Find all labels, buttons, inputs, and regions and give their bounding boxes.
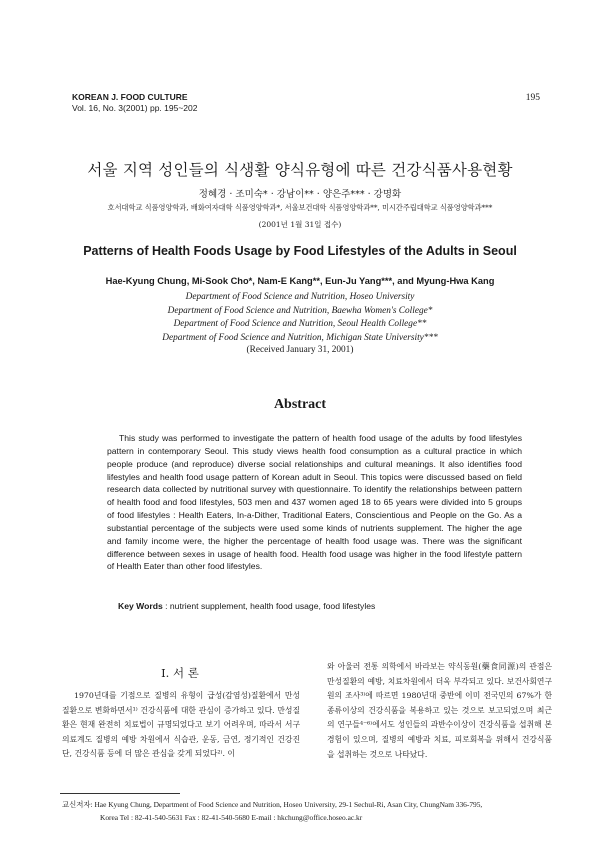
journal-name: KOREAN J. FOOD CULTURE bbox=[72, 92, 188, 102]
intro-right-column: 와 아울러 전통 의학에서 바라보는 약식동원(藥食同源)의 관점은 만성질환의 예방, 치료차원에서 더욱 부각되고 있다. 보건사회연구원의 조사³⁾에 따르면 1980년대 중반에 이미 전국민의 67%가 한 종류이상의 건강식품을 복용하고 있는 것으로 보고되었으며 최근의 연구들⁴⁻⁶⁾에서도 성인들의 과반수이상이 건강식품을 섭취해 본 경험이 있으며, 질병의 예방과 치료, 피로회복을 위해서 건강식품을 섭취하는 것으로 나타났다. bbox=[327, 662, 552, 759]
affiliation-line: Department of Food Science and Nutrition, Seoul Health College** bbox=[173, 319, 427, 329]
english-received-date: (Received January 31, 2001) bbox=[246, 345, 354, 355]
korean-affiliations: 호서대학교 식품영양학과, 배화여자대학 식품영양학과*, 서울보건대학 식품영양학과**, 미시간주립대학교 식품영양학과*** bbox=[107, 203, 493, 212]
intro-left-column: 1970년대를 기점으로 질병의 유형이 급성(감염성)질환에서 만성질환으로 변화하면서¹⁾ 건강식품에 대한 관심이 증가하고 있다. 만성질환은 현재 완전히 치료법이 규명되었다고 보기 어려우며, 따라서 서구의료계도 질병의 예방 차원에서 식습관, 운동, 금연, 정기적인 건강진단, 건강식품 등에 더 많은 관심을 갖게 되었다²⁾. 이 bbox=[62, 691, 300, 759]
english-authors: Hae-Kyung Chung, Mi-Sook Cho*, Nam-E Kang**, Eun-Ju Yang***, and Myung-Hwa Kang bbox=[105, 276, 495, 286]
abstract-heading: Abstract bbox=[273, 397, 327, 412]
page-number: 195 bbox=[525, 93, 540, 103]
korean-received-date: (2001년 1월 31일 접수) bbox=[258, 220, 342, 229]
journal-header bbox=[72, 92, 197, 114]
korean-title: 서울 지역 성인들의 식생활 양식유형에 따른 건강식품사용현황 bbox=[87, 161, 513, 179]
keywords bbox=[118, 601, 375, 611]
footnote bbox=[62, 799, 562, 824]
section-heading-introduction: I. 서 론 bbox=[161, 666, 199, 680]
keywords-value: : nutrient supplement, health food usage, food lifestyles bbox=[162, 601, 376, 611]
keywords-label: Key Words bbox=[118, 601, 163, 611]
korean-authors: 정혜경 · 조미숙* · 강남이** · 양은주*** · 강명화 bbox=[198, 189, 402, 200]
affiliation-line: Department of Food Science and Nutrition, Michigan State University*** bbox=[162, 332, 438, 343]
abstract-body: This study was performed to investigate the pattern of health food usage of the adults by food lifestyles pattern in contemporary Seoul. This study views health food consumption as a cultural practice in which people produce (and reproduce) diverse social relationships and cultural meanings. It also identifies food lifestyles and health food usage pattern of Korean adult in Seoul. This topics were discussed based on field research data collected by nutritional survey with questionnaire. To identify the relationships between pattern of health food and food lifestyles, 503 men and 437 women aged 18 to 65 years were divided into 5 groups of food lifestyles : Health Eaters, In-a-Dither, Traditional Eaters, Conscientious and People on the Go. As a substantial percentage of the subjects were used some kinds of nutrients supplement. The higher the age and family income were, the higher the percentage of health food usage was. There was the significant difference between sexes in usage of health food. Health food usage was higher in the food lifestyle pattern of Health Eater than other food lifestyles. bbox=[107, 433, 522, 572]
affiliation-line: Department of Food Science and Nutrition, Hoseo University bbox=[185, 292, 415, 302]
english-title: Patterns of Health Foods Usage by Food Lifestyles of the Adults in Seoul bbox=[83, 244, 517, 258]
affiliation-line: Department of Food Science and Nutrition, Baewha Women's College* bbox=[167, 305, 433, 316]
volume-info: Vol. 16, No. 3(2001) pp. 195~202 bbox=[72, 103, 198, 113]
footnote-divider bbox=[60, 793, 180, 794]
footnote-line-2: Korea Tel : 82-41-540-5631 Fax : 82-41-540-5680 E-mail : hkchung@office.hoseo.ac.kr bbox=[100, 812, 363, 822]
english-affiliations bbox=[0, 291, 600, 345]
footnote-line-1: 교신저자: Hae Kyung Chung, Department of Food Science and Nutrition, Hoseo University, 29-1 Sechul-Ri, Asan City, ChungNam 336-795, bbox=[62, 800, 483, 809]
